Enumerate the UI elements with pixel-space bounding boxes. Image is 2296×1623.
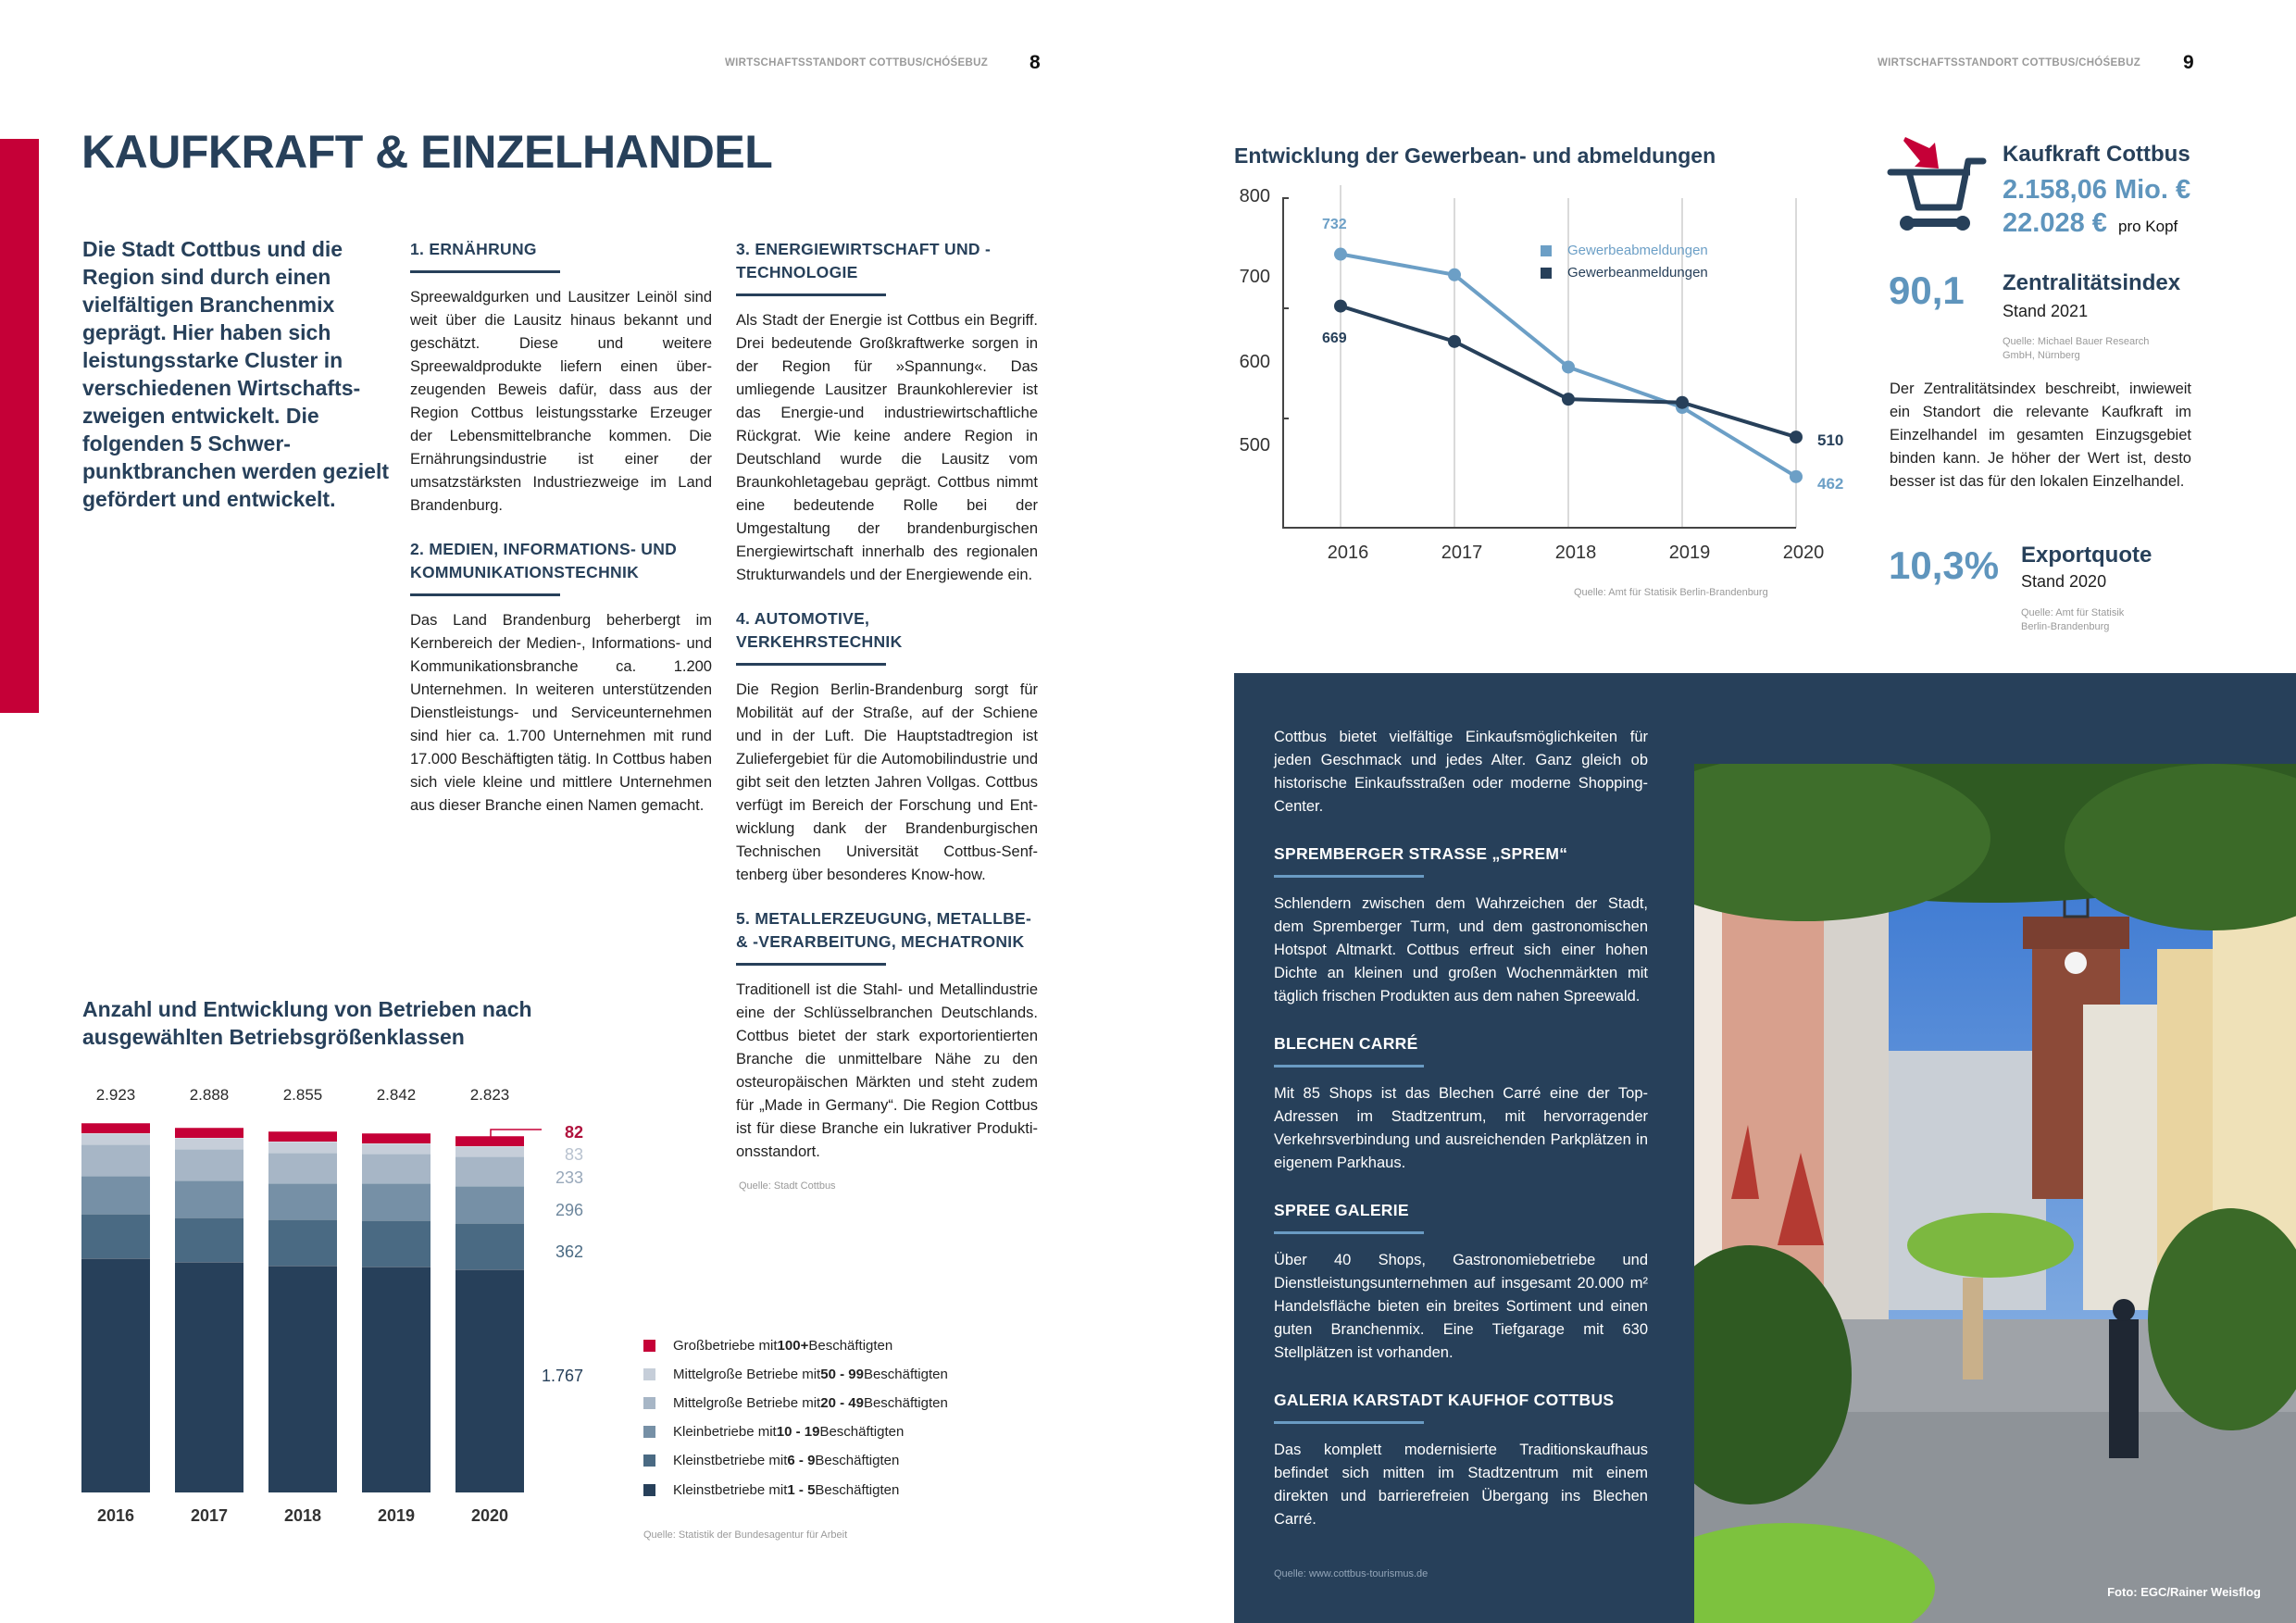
line-chart-source: Quelle: Amt für Statisik Berlin-Brandenburg [1574, 587, 1768, 598]
running-header-right: WIRTSCHAFTSSTANDORT COTTBUS/CHÓŚEBUZ [1878, 57, 2141, 69]
data-point [1676, 396, 1689, 409]
panel-heading-sprem: SPREMBERGER STRASSE „SPREM“ [1274, 844, 1568, 863]
bar-total-2018: 2.855 [282, 1086, 323, 1104]
bar-segment [268, 1142, 337, 1152]
bar-segment [81, 1133, 150, 1144]
x-tick-2017: 2017 [1441, 543, 1483, 563]
bar-segment [268, 1183, 337, 1220]
bar-segment [175, 1262, 243, 1492]
section-column-1 [410, 238, 712, 818]
section-text-metall: Traditionell ist die Stahl- und Metallindustrie eine der Schlüsselbranchen Deutschlands. Cottbus bietet der stark exportorientierten Branche die unmittelbare Nähe zu den osteuropäischen Märkten und steht zudem für „Made in Germany“. Die Region Cottbus ist für diese Branche ein lukrativer Produktionsstandort. [736, 981, 1038, 1160]
section-heading-automotive: 4. AUTOMOTIVE, VERKEHRSTECHNIK [736, 609, 903, 651]
data-point [1334, 248, 1347, 261]
legend-swatch [643, 1426, 655, 1438]
x-tick-2020: 2020 [1782, 543, 1825, 563]
sections-source: Quelle: Stadt Cottbus [739, 1180, 836, 1192]
kpi-kaufkraft-title: Kaufkraft Cottbus [2003, 142, 2190, 167]
section-text-medien: Das Land Brandenburg beherbergt im Kernbereich der Medien-, Informations- und Kommunikationsbranche ca. 1.200 Unternehmen. In weiteren unterstützenden Dienstleistungs- und Serviceunternehmen sind hier ca. 1.700 Unternehmen mit rund 17.000 Beschäftigten tätig. In Cottbus haben sich viele kleine und mittlere Unternehmen aus dieser Branche einen Namen gemacht. [410, 612, 712, 814]
data-point [1562, 360, 1575, 373]
x-tick-2018: 2018 [1554, 543, 1597, 563]
data-point [1448, 268, 1461, 281]
legend-swatch [643, 1397, 655, 1409]
kpi-zentralitaet-stand: Stand 2021 [2003, 302, 2089, 320]
photo-credit: Foto: EGC/Rainer Weisflog [2107, 1585, 2261, 1599]
page-number-right: 9 [2183, 52, 2194, 73]
bar-segment [175, 1138, 243, 1149]
section-rule [736, 293, 886, 296]
bar-chart-title: Anzahl und Entwicklung von Betrieben nach ausgewählten Betriebsgrößenklassen [82, 997, 532, 1049]
y-tick-800: 800 [1239, 186, 1270, 206]
bar-segment [81, 1176, 150, 1214]
y-tick-700: 700 [1239, 267, 1270, 287]
bar-year-2017: 2017 [190, 1506, 229, 1525]
panel-text-blechen-carre: Mit 85 Shops ist das Blechen Carré eine der Top-Adressen im Stadtzentrum, mit hervorragender Verkehrsverbindung und ausreichenden Parkplätzen in eigenem Parkhaus. [1274, 1085, 1648, 1171]
bar-segment [455, 1223, 524, 1268]
kpi-kaufkraft-total: 2.158,06 Mio. € [2003, 175, 2191, 205]
x-tick-2019: 2019 [1668, 543, 1711, 563]
bar-segment [175, 1180, 243, 1217]
section-heading-ernaehrung: 1. ERNÄHRUNG [410, 240, 537, 258]
panel-intro: Cottbus bietet vielfältige Einkaufsmöglichkeiten für jeden Geschmack und jedes Alter. Ganz gleich ob historische Einkaufsstraßen oder moderne Shopping-Center. [1274, 729, 1648, 815]
section-heading-medien: 2. MEDIEN, INFORMATIONS- UND KOMMUNIKATIONSTECHNIK [410, 540, 678, 581]
legend-item: Kleinbetriebe mit 10 - 19 Beschäftigten [643, 1423, 904, 1442]
section-heading-energie: 3. ENERGIEWIRTSCHAFT UND -TECHNOLOGIE [736, 240, 992, 281]
kpi-per-capita-suffix: pro Kopf [2118, 218, 2178, 235]
bar-label-50-99: 83 [564, 1145, 583, 1164]
bar-year-2018: 2018 [283, 1506, 322, 1525]
bar-segment [175, 1217, 243, 1262]
annotation-732: 732 [1322, 217, 1347, 232]
kpi-zentralitaet-title: Zentralitätsindex [2003, 270, 2181, 295]
bar-year-2020: 2020 [470, 1506, 509, 1525]
red-accent-bar [0, 139, 39, 713]
intro-text: Die Stadt Cottbus und die Region sind durch einen vielfältigen Branchenmix geprägt. Hier haben sich leistungsstarke Cluster in verschiedenen Wirtschaftszweigen entwickelt. Die folgenden 5 Schwerpunktbranchen werden gezielt gefördert und entwickelt. [82, 237, 389, 511]
bar-segment [362, 1183, 430, 1220]
panel-rule [1274, 875, 1424, 878]
panel-rule [1274, 1421, 1424, 1424]
data-point [1790, 470, 1803, 483]
bar-label-20-49: 233 [555, 1168, 583, 1187]
spremberger-turm-street-illustration [1694, 764, 2296, 1623]
shopping-panel-text [1274, 726, 1648, 1579]
legend-item: Großbetriebe mit 100+ Beschäftigten [643, 1336, 892, 1355]
page-number-left: 8 [1029, 52, 1041, 73]
data-point [1448, 335, 1461, 348]
bar-segment [175, 1149, 243, 1180]
y-tick-500: 500 [1239, 435, 1270, 456]
bar-label-6-9: 362 [555, 1242, 583, 1261]
legend-item: Kleinstbetriebe mit 1 - 5 Beschäftigten [643, 1480, 899, 1499]
bar-year-2019: 2019 [377, 1506, 416, 1525]
section-rule [410, 270, 560, 273]
legend-swatch-abmeldungen [1541, 245, 1552, 256]
section-rule [736, 963, 886, 966]
kpi-zentralitaet-description: Der Zentralitätsindex beschreibt, inwieweit ein Standort die relevante Kaufkraft im Einzelhandel im gesamten Einzugsgebiet binden kann. Je höher der Wert ist, desto besser ist das für den lokalen Einzelhandel. [1890, 381, 2191, 490]
bar-segment [268, 1153, 337, 1183]
panel-rule [1274, 1065, 1424, 1067]
bar-segment [81, 1144, 150, 1176]
annotation-510: 510 [1817, 431, 1844, 449]
kpi-export-value: 10,3% [1889, 543, 2000, 587]
bar-segment [81, 1123, 150, 1133]
bar-segment [455, 1146, 524, 1156]
kpi-export-source: Quelle: Amt für Statisik Berlin-Brandenburg [2021, 607, 2125, 632]
legend-swatch-anmeldungen [1541, 268, 1552, 279]
section-heading-metall: 5. METALLERZEUGUNG, METALLBE- & -VERARBEITUNG, MECHATRONIK [736, 909, 1032, 951]
bar-total-2016: 2.923 [95, 1086, 136, 1104]
section-rule [736, 663, 886, 666]
y-tick-600: 600 [1239, 352, 1270, 372]
kpi-export-stand: Stand 2020 [2021, 572, 2107, 591]
bar-segment [81, 1214, 150, 1258]
annotation-669: 669 [1322, 331, 1347, 346]
bar-segment [455, 1156, 524, 1186]
bar-segment [362, 1267, 430, 1492]
bar-label-10-19: 296 [555, 1201, 583, 1219]
legend-swatch [643, 1484, 655, 1496]
legend-swatch [643, 1340, 655, 1352]
kpi-kaufkraft-per-capita: 22.028 € [2003, 208, 2107, 238]
panel-text-spree-galerie: Über 40 Shops, Gastronomiebetriebe und Dienstleistungsunternehmen auf insgesamt 20.000 m² Handelsfläche bieten ein breites Sortiment und einen guten Branchenmix. Eine Tiefgarage mit 630 Stellplätzen ist vorhanden. [1274, 1252, 1648, 1361]
legend-item: Kleinstbetriebe mit 6 - 9 Beschäftigten [643, 1452, 899, 1470]
annotation-462: 462 [1817, 475, 1844, 493]
legend-item: Mittelgroße Betriebe mit 50 - 99 Beschäftigten [643, 1365, 948, 1383]
data-point [1790, 431, 1803, 443]
data-point [1334, 300, 1347, 313]
bar-label-1-5: 1.767 [541, 1367, 583, 1385]
panel-heading-blechen-carre: BLECHEN CARRÉ [1274, 1034, 1418, 1053]
bar-segment [175, 1128, 243, 1138]
line-chart [1278, 185, 1852, 537]
legend-swatch [643, 1454, 655, 1467]
x-tick-2016: 2016 [1327, 543, 1369, 563]
bar-total-2019: 2.842 [376, 1086, 417, 1104]
section-column-2 [736, 238, 1038, 1192]
bar-segment [362, 1133, 430, 1143]
panel-heading-galeria: GALERIA KARSTADT KAUFHOF COTTBUS [1274, 1391, 1615, 1409]
bar-segment [268, 1266, 337, 1492]
bar-segment [455, 1186, 524, 1223]
bar-year-2016: 2016 [96, 1506, 135, 1525]
running-header-left: WIRTSCHAFTSSTANDORT COTTBUS/CHÓŚEBUZ [725, 57, 989, 69]
callout-connector [481, 1125, 546, 1143]
kpi-export-title: Exportquote [2021, 543, 2152, 568]
section-text-energie: Als Stadt der Energie ist Cottbus ein Begriff. Drei bedeutende Großkraftwerke sorgen in der Region für »Spannung«. Das umliegende Lausitzer Braunkohlerevier ist das Energie-und industriewirtschaftliche Rückgrat. Wie keine andere Region in Deutschland wurde die Lausitz vom Braunkohletagebau geprägt. Cottbus nimmt eine bedeutende Rolle bei der Umgestaltung der brandenburgischen Energiewirtschaft innerhalb des regionalen Strukturwandels und der Energiewende ein. [736, 312, 1038, 583]
bar-segment [362, 1143, 430, 1154]
bar-segment [81, 1258, 150, 1492]
street-photo [1694, 764, 2296, 1623]
panel-source: Quelle: www.cottbus-tourismus.de [1274, 1568, 1429, 1579]
panel-text-sprem: Schlendern zwischen dem Wahrzeichen der Stadt, dem Spremberger Turm, und dem gastronomischen Hotspot Altmarkt. Cottbus erfreut sich einer hohen Dichte an kleinen und großen Wochenmärkten mit täglich frischen Produkten aus dem nahen Spreewald. [1274, 895, 1648, 1005]
bar-segment [268, 1131, 337, 1142]
panel-rule [1274, 1231, 1424, 1234]
bar-label-100plus: 82 [564, 1123, 583, 1142]
bar-segment [455, 1269, 524, 1492]
bar-total-2020: 2.823 [469, 1086, 510, 1104]
bar-segment [362, 1220, 430, 1266]
bar-segment [362, 1154, 430, 1183]
section-text-automotive: Die Region Berlin-Brandenburg sorgt für Mobilität auf der Straße, auf der Schiene und in der Luft. Die Hauptstadtregion ist Zuliefergebiet für die Automobilindustrie und gibt seit den letzten Jahren Vollgas. Cottbus verfügt im Bereich der Forschung und Entwicklung dank der Brandenburgischen Technischen Universität Cottbus-Senftenberg über besonderes Know-how. [736, 681, 1038, 883]
section-rule [410, 593, 560, 596]
bar-segment [268, 1219, 337, 1265]
legend-label-abmeldungen: Gewerbeabmeldungen [1567, 243, 1708, 258]
page-title: KAUFKRAFT & EINZELHANDEL [81, 126, 773, 178]
legend-item: Mittelgroße Betriebe mit 20 - 49 Beschäftigten [643, 1393, 948, 1412]
section-text-ernaehrung: Spreewaldgurken und Lausitzer Leinöl sind weit über die Lausitz hinaus bekannt und geschätzt. Diese und weitere Spreewaldprodukte liefern einen überzeugenden Beweis dafür, dass aus der Region Cottbus leistungsstarke Erzeuger der Lebensmittelbranche kommen. Die Ernährungsindustrie ist einer der umsatzstärksten Industriezweige im Land Brandenburg. [410, 289, 712, 514]
data-point [1562, 393, 1575, 406]
panel-text-galeria: Das komplett modernisierte Traditionskaufhaus befindet sich mitten im Stadtzentrum mit einem direkten und barrierefreien Übergang ins Blechen Carré. [1274, 1442, 1648, 1528]
bar-total-2017: 2.888 [189, 1086, 230, 1104]
line-chart-title: Entwicklung der Gewerbean- und abmeldungen [1234, 144, 1716, 168]
panel-heading-spree-galerie: SPREE GALERIE [1274, 1201, 1409, 1219]
kpi-zentralitaet-source: Quelle: Michael Bauer Research GmbH, Nürnberg [2003, 336, 2150, 361]
kpi-zentralitaet-value: 90,1 [1889, 268, 1965, 312]
shopping-cart-icon [1887, 135, 1987, 235]
bar-chart-source: Quelle: Statistik der Bundesagentur für Arbeit [643, 1529, 848, 1541]
legend-swatch [643, 1368, 655, 1380]
legend-label-anmeldungen: Gewerbeanmeldungen [1567, 265, 1708, 281]
